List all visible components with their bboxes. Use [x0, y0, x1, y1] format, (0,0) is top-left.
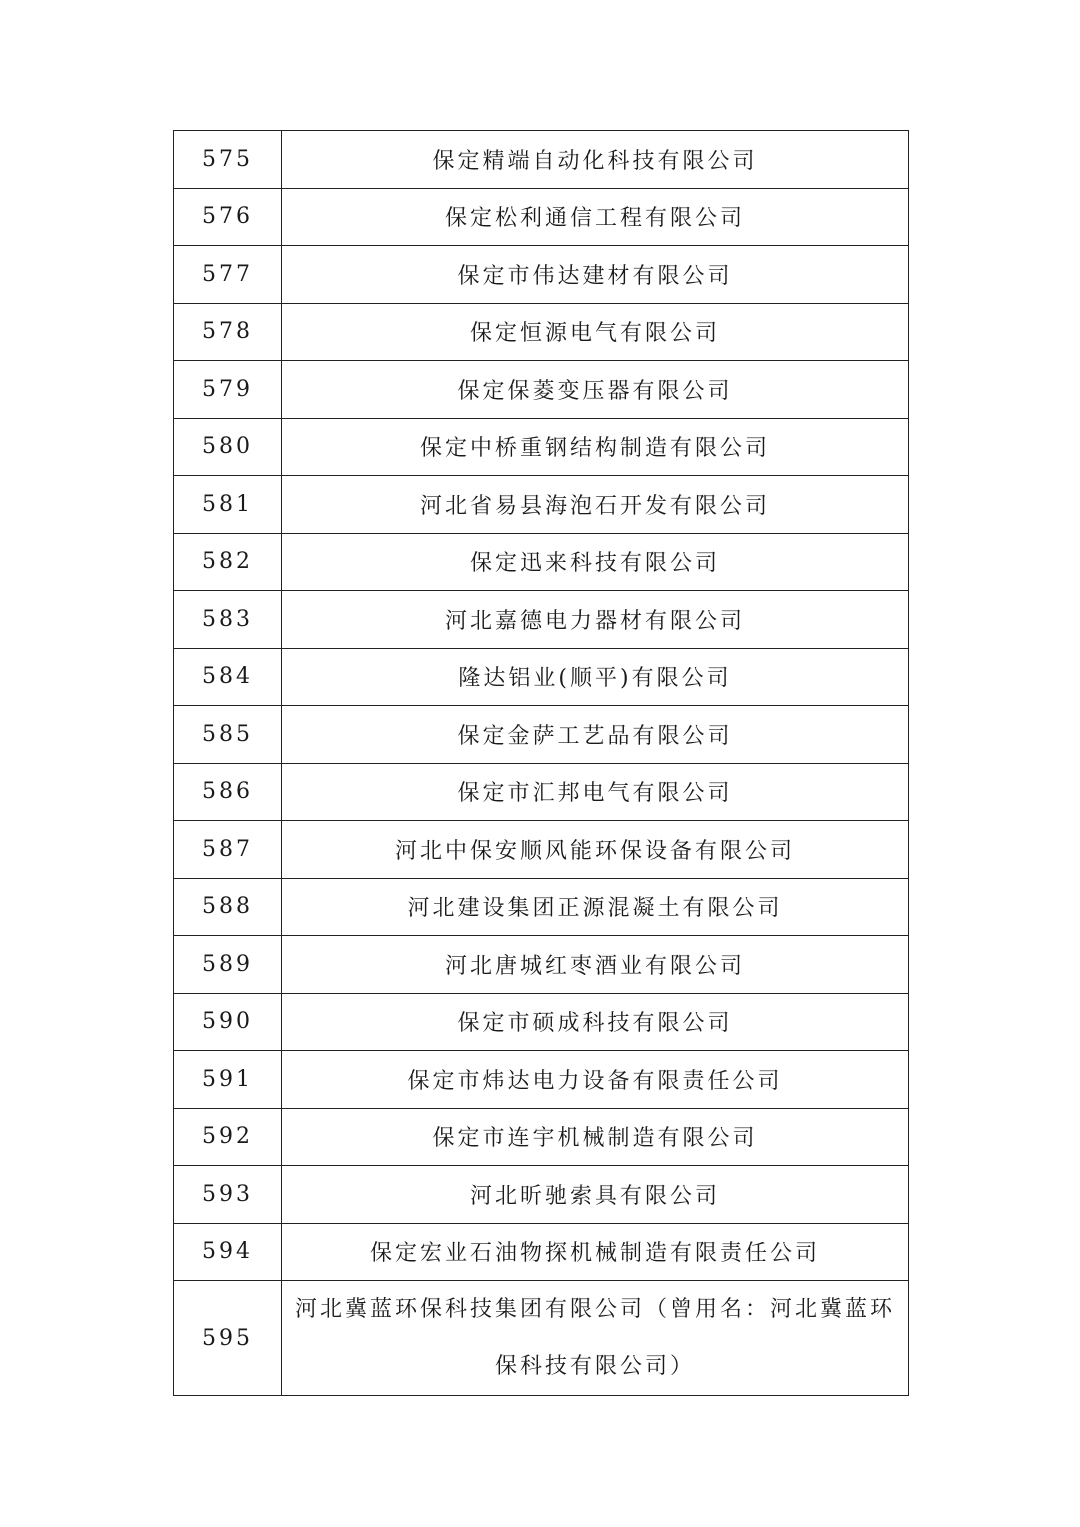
table-row: [174, 821, 909, 879]
row-number: 586: [174, 763, 282, 821]
row-number: 577: [174, 246, 282, 304]
company-name: 河北建设集团正源混凝土有限公司: [282, 878, 909, 936]
row-number: 581: [174, 476, 282, 534]
row-number: 584: [174, 648, 282, 706]
company-name: 保定宏业石油物探机械制造有限责任公司: [282, 1223, 909, 1281]
table-row: [174, 993, 909, 1051]
row-number: 576: [174, 188, 282, 246]
company-name: 河北冀蓝环保科技集团有限公司（曾用名：河北冀蓝环保科技有限公司）: [282, 1281, 909, 1396]
row-number: 592: [174, 1108, 282, 1166]
company-name: 保定恒源电气有限公司: [282, 303, 909, 361]
company-name: 保定精端自动化科技有限公司: [282, 131, 909, 189]
table-row: [174, 131, 909, 189]
row-number: 578: [174, 303, 282, 361]
table-row: [174, 533, 909, 591]
company-name: 保定市硕成科技有限公司: [282, 993, 909, 1051]
company-name: 保定市伟达建材有限公司: [282, 246, 909, 304]
row-number: 585: [174, 706, 282, 764]
company-name: 河北中保安顺风能环保设备有限公司: [282, 821, 909, 879]
row-number: 591: [174, 1051, 282, 1109]
table-row: [174, 936, 909, 994]
company-name: 保定迅来科技有限公司: [282, 533, 909, 591]
company-name: 河北昕驰索具有限公司: [282, 1166, 909, 1224]
table-row: [174, 1223, 909, 1281]
table-row: [174, 188, 909, 246]
company-name: 河北嘉德电力器材有限公司: [282, 591, 909, 649]
row-number: 582: [174, 533, 282, 591]
table-row: [174, 1281, 909, 1396]
company-name: 保定市连宇机械制造有限公司: [282, 1108, 909, 1166]
table-row: [174, 648, 909, 706]
table-row: [174, 418, 909, 476]
row-number: 580: [174, 418, 282, 476]
company-name: 河北省易县海泡石开发有限公司: [282, 476, 909, 534]
table-row: [174, 1108, 909, 1166]
table-row: [174, 878, 909, 936]
row-number: 579: [174, 361, 282, 419]
table-row: [174, 1166, 909, 1224]
row-number: 587: [174, 821, 282, 879]
company-name: 隆达铝业(顺平)有限公司: [282, 648, 909, 706]
company-name: 保定保菱变压器有限公司: [282, 361, 909, 419]
table-row: [174, 591, 909, 649]
table-row: [174, 763, 909, 821]
table-row: [174, 476, 909, 534]
row-number: 575: [174, 131, 282, 189]
table-row: [174, 361, 909, 419]
table-row: [174, 1051, 909, 1109]
row-number: 589: [174, 936, 282, 994]
table-row: [174, 303, 909, 361]
company-list-table: [173, 130, 909, 1396]
company-name: 保定松利通信工程有限公司: [282, 188, 909, 246]
company-name: 保定中桥重钢结构制造有限公司: [282, 418, 909, 476]
company-name: 保定市炜达电力设备有限责任公司: [282, 1051, 909, 1109]
table-row: [174, 246, 909, 304]
row-number: 594: [174, 1223, 282, 1281]
row-number: 588: [174, 878, 282, 936]
company-name: 保定金萨工艺品有限公司: [282, 706, 909, 764]
table-row: [174, 706, 909, 764]
row-number: 595: [174, 1281, 282, 1396]
row-number: 590: [174, 993, 282, 1051]
row-number: 583: [174, 591, 282, 649]
company-name: 保定市汇邦电气有限公司: [282, 763, 909, 821]
company-name: 河北唐城红枣酒业有限公司: [282, 936, 909, 994]
row-number: 593: [174, 1166, 282, 1224]
